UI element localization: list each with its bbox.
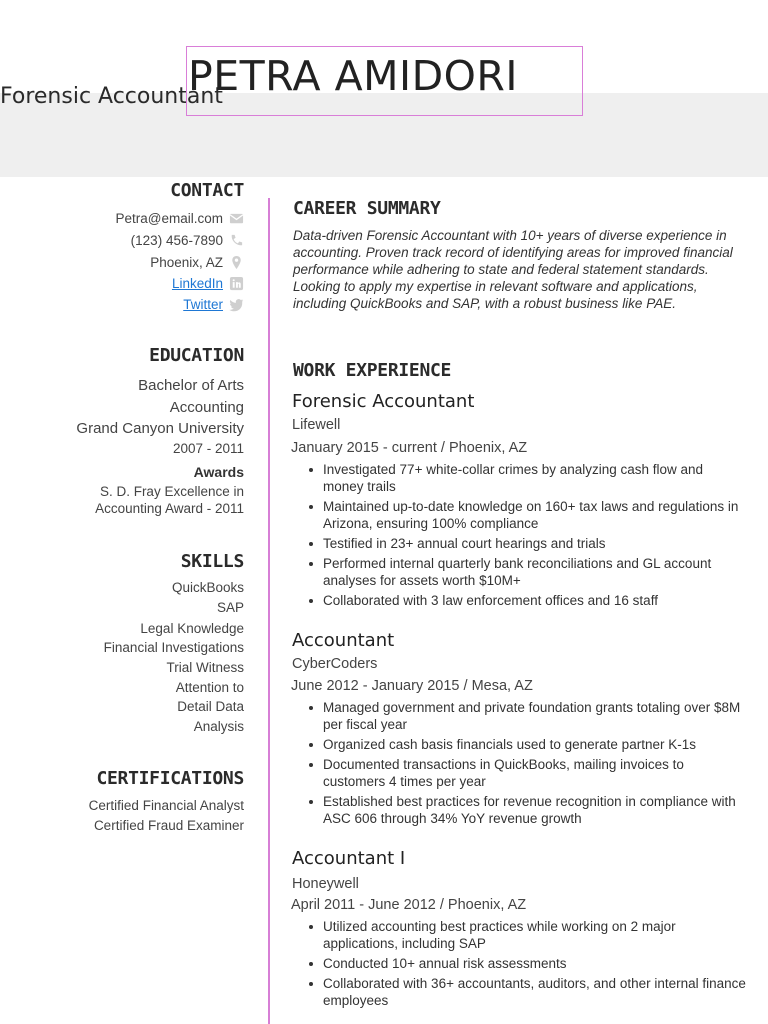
list-item: Utilized accounting best practices while working on 2 major applications, including SAP	[306, 918, 746, 952]
education-degree: Bachelor of Arts	[138, 377, 244, 394]
list-item: Organized cash basis financials used to generate partner K-1s	[306, 736, 746, 753]
skill-item: Attention to	[175, 680, 244, 695]
skill-item: Detail Data	[177, 699, 244, 714]
education-years: 2007 - 2011	[172, 441, 244, 456]
contact-phone[interactable]	[131, 233, 244, 248]
awards-heading: Awards	[193, 464, 244, 480]
award-line-1: S. D. Fray Excellence in	[99, 484, 244, 499]
job-dates: April 2011 - June 2012 / Phoenix, AZ	[291, 897, 527, 913]
work-experience-heading: WORK EXPERIENCE	[293, 360, 452, 381]
job-company: Honeywell	[292, 876, 359, 892]
job-bullets	[306, 699, 746, 830]
phone-text: (123) 456-7890	[130, 233, 223, 248]
map-pin-icon	[229, 255, 244, 270]
list-item: Performed internal quarterly bank reconciliations and GL account analyses for assets worth $10M+	[306, 555, 746, 589]
skill-item: Financial Investigations	[103, 640, 244, 655]
skill-item: Trial Witness	[166, 660, 244, 675]
list-item: Managed government and private foundation grants totaling over $8M per fiscal year	[306, 699, 746, 733]
career-summary-text: Data-driven Forensic Accountant with 10+ years of diverse experience in accounting. Proven track record of identifying areas for improved financial performance while adhering to state and federal statement standards. Looking to apply my expertise in relevant software and applications, including QuickBooks and SAP, with a robust business like PAE.	[293, 228, 733, 311]
job-role: Accountant	[292, 630, 395, 651]
list-item: Testified in 23+ annual court hearings and trials	[306, 535, 746, 552]
contact-twitter[interactable]	[183, 297, 244, 312]
certification-item: Certified Financial Analyst	[88, 798, 244, 813]
skill-item: SAP	[216, 600, 244, 615]
envelope-icon	[229, 211, 244, 226]
job-role: Forensic Accountant	[292, 391, 475, 412]
certification-item: Certified Fraud Examiner	[93, 818, 244, 833]
list-item: Conducted 10+ annual risk assessments	[306, 955, 746, 972]
list-item: Investigated 77+ white-collar crimes by analyzing cash flow and money trails	[306, 461, 746, 495]
contact-linkedin[interactable]	[172, 276, 244, 291]
job-company: CyberCoders	[292, 656, 378, 672]
education-major: Accounting	[169, 399, 244, 416]
education-heading: EDUCATION	[149, 345, 244, 366]
skill-item: QuickBooks	[171, 580, 244, 595]
location-text: Phoenix, AZ	[150, 255, 223, 270]
skill-item: Analysis	[193, 719, 244, 734]
phone-icon	[229, 233, 244, 248]
education-school: Grand Canyon University	[76, 420, 244, 437]
contact-email[interactable]	[116, 211, 245, 226]
twitter-link[interactable]: Twitter	[183, 297, 223, 312]
candidate-name: PETRA AMIDORI	[188, 52, 519, 100]
job-company: Lifewell	[292, 417, 341, 433]
list-item: Established best practices for revenue recognition in compliance with ASC 606 through 34% YoY revenue growth	[306, 793, 746, 827]
linkedin-link[interactable]: LinkedIn	[171, 276, 223, 291]
job-title: Forensic Accountant	[0, 84, 223, 109]
job-dates: June 2012 - January 2015 / Mesa, AZ	[291, 678, 533, 694]
contact-location	[150, 255, 244, 270]
contact-heading: CONTACT	[170, 180, 244, 201]
list-item: Collaborated with 3 law enforcement offices and 16 staff	[306, 592, 746, 609]
list-item: Collaborated with 36+ accountants, auditors, and other internal finance employees	[306, 975, 746, 1009]
name-frame	[186, 46, 583, 116]
job-role: Accountant I	[292, 848, 406, 869]
skills-heading: SKILLS	[180, 551, 244, 572]
job-bullets	[306, 461, 746, 612]
twitter-icon	[229, 297, 244, 312]
email-text: Petra@email.com	[115, 211, 223, 226]
career-summary-heading: CAREER SUMMARY	[293, 198, 441, 219]
column-divider	[268, 198, 270, 1024]
list-item: Maintained up-to-date knowledge on 160+ tax laws and regulations in Arizona, ensuring 100% compliance	[306, 498, 746, 532]
certifications-heading: CERTIFICATIONS	[96, 768, 244, 789]
job-dates: January 2015 - current / Phoenix, AZ	[291, 440, 528, 456]
list-item: Documented transactions in QuickBooks, mailing invoices to customers 4 times per year	[306, 756, 746, 790]
award-line-2: Accounting Award - 2011	[95, 501, 244, 516]
linkedin-icon	[229, 276, 244, 291]
job-bullets	[306, 918, 746, 1012]
skill-item: Legal Knowledge	[140, 621, 244, 636]
